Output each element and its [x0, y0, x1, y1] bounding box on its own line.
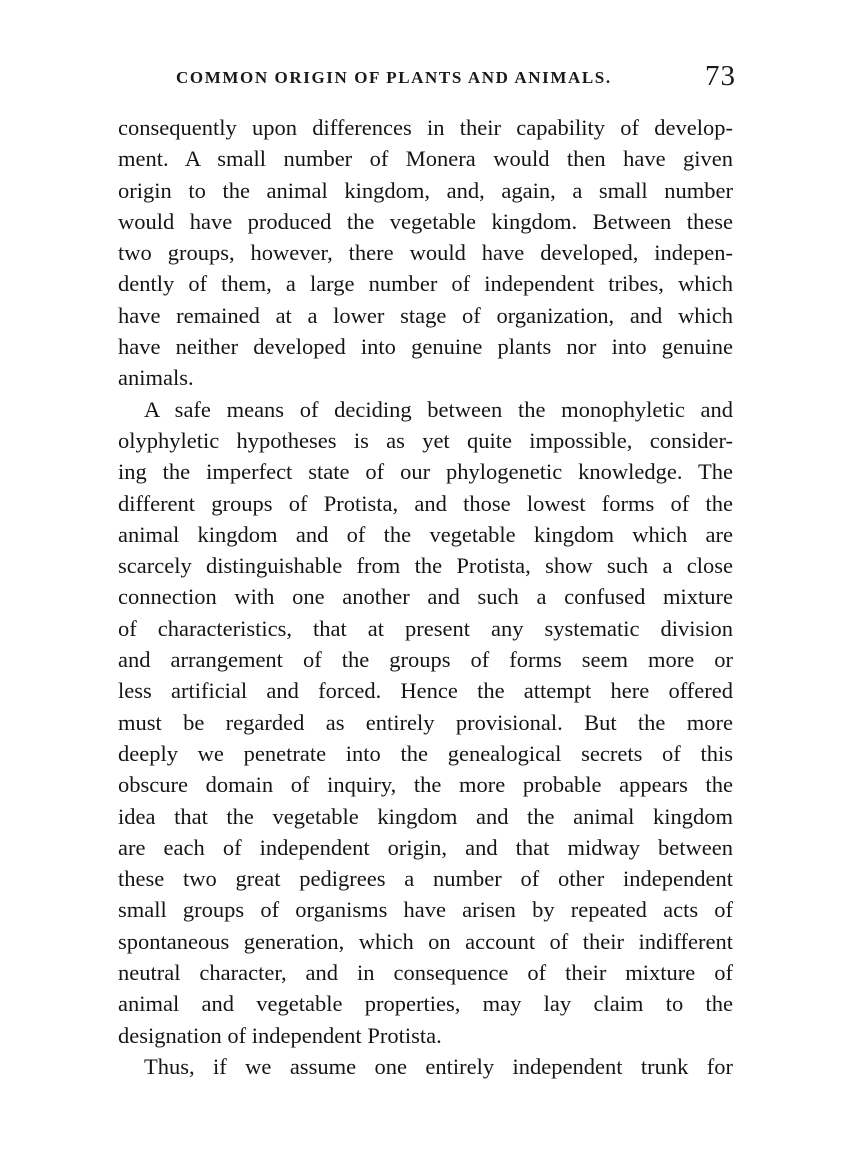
- text-line: animal and vegetable properties, may lay claim to the: [118, 991, 733, 1017]
- text-line: of characteristics, that at present any systematic division: [118, 615, 733, 641]
- text-line: connection with one another and such a confused mixture: [118, 584, 733, 610]
- text-line: are each of independent origin, and that midway between: [118, 834, 733, 860]
- text-line: neutral character, and in consequence of their mixture of: [118, 960, 733, 986]
- text-line: animals.: [118, 365, 194, 391]
- text-line: olyphyletic hypotheses is as yet quite impossible, consider-: [118, 427, 733, 453]
- running-title: COMMON ORIGIN OF PLANTS AND ANIMALS.: [176, 68, 612, 87]
- text-line: animal kingdom and of the vegetable kingdom which are: [118, 521, 733, 547]
- text-line: ing the imperfect state of our phylogenetic knowledge. The: [118, 459, 733, 485]
- text-line: must be regarded as entirely provisional. But the more: [118, 709, 733, 735]
- text-line: have neither developed into genuine plants nor into genuine: [118, 334, 733, 360]
- text-line: ment. A small number of Monera would then have given: [118, 146, 733, 172]
- text-line: designation of independent Protista.: [118, 1022, 442, 1048]
- text-line: obscure domain of inquiry, the more probable appears the: [118, 772, 733, 798]
- text-line: and arrangement of the groups of forms seem more or: [118, 647, 733, 673]
- text-line: these two great pedigrees a number of other independent: [118, 866, 733, 892]
- text-line: spontaneous generation, which on account of their indifferent: [118, 928, 733, 954]
- paragraph: [118, 112, 733, 394]
- text-line: origin to the animal kingdom, and, again, a small number: [118, 177, 733, 203]
- paragraph: [118, 1051, 733, 1082]
- text-line: less artificial and forced. Hence the attempt here offered: [118, 678, 733, 704]
- text-line: different groups of Protista, and those lowest forms of the: [118, 490, 733, 516]
- text-line: A safe means of deciding between the monophyletic and: [144, 396, 733, 422]
- text-line: have remained at a lower stage of organization, and which: [118, 302, 733, 328]
- text-line: idea that the vegetable kingdom and the animal kingdom: [118, 803, 733, 829]
- body-text: [118, 112, 733, 1082]
- text-line: two groups, however, there would have developed, indepen-: [118, 240, 733, 266]
- text-line: would have produced the vegetable kingdom. Between these: [118, 208, 733, 234]
- text-line: small groups of organisms have arisen by repeated acts of: [118, 897, 733, 923]
- running-head: [118, 60, 736, 98]
- text-line: consequently upon differences in their capability of develop-: [118, 115, 733, 140]
- text-line: scarcely distinguishable from the Protista, show such a close: [118, 553, 733, 579]
- text-line: deeply we penetrate into the genealogical secrets of this: [118, 740, 733, 766]
- paragraph: [118, 394, 733, 1051]
- text-line: dently of them, a large number of independent tribes, which: [118, 271, 733, 297]
- page-number: 73: [705, 60, 736, 92]
- text-line: Thus, if we assume one entirely independent trunk for: [144, 1053, 733, 1079]
